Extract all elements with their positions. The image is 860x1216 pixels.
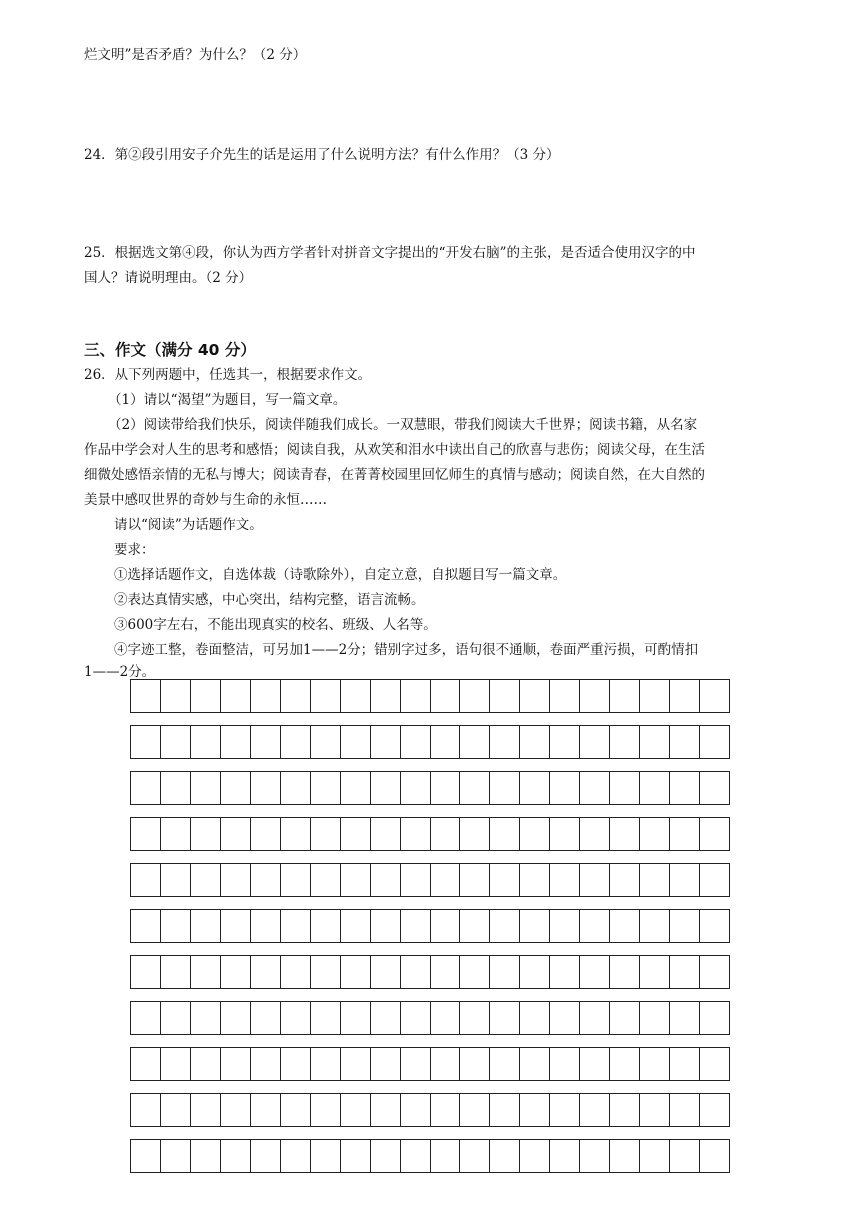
grid-cell[interactable] xyxy=(700,680,730,712)
grid-cell[interactable] xyxy=(460,1002,490,1034)
essay-option-2-line: 细微处感悟亲情的无私与博大；阅读青春，在菁菁校园里回忆师生的真情与感动；阅读自然，在大自然的 xyxy=(84,467,705,483)
requirement-item: ①选择话题作文，自选体裁（诗歌除外），自定立意，自拟题目写一篇文章。 xyxy=(114,567,567,583)
grid-cell[interactable] xyxy=(251,1048,281,1080)
grid-row xyxy=(130,909,730,943)
grid-cell[interactable] xyxy=(131,1048,161,1080)
requirement-item: ②表达真情实感，中心突出，结构完整，语言流畅。 xyxy=(114,592,425,608)
grid-cell[interactable] xyxy=(580,772,610,804)
grid-cell[interactable] xyxy=(490,772,520,804)
grid-cell[interactable] xyxy=(161,818,191,850)
grid-cell[interactable] xyxy=(670,864,700,896)
question-25-line-1: 25．根据选文第④段，你认为西方学者针对拼音文字提出的“开发右脑”的主张，是否适合使用汉字的中 xyxy=(84,245,696,261)
grid-cell[interactable] xyxy=(191,1002,221,1034)
essay-writing-grid[interactable] xyxy=(130,679,730,1173)
grid-cell[interactable] xyxy=(431,1002,461,1034)
grid-cell[interactable] xyxy=(490,1048,520,1080)
grid-cell[interactable] xyxy=(520,1140,550,1172)
requirement-tail: 1——2分。 xyxy=(84,664,156,680)
grid-cell[interactable] xyxy=(580,1002,610,1034)
grid-cell[interactable] xyxy=(640,818,670,850)
grid-cell[interactable] xyxy=(311,864,341,896)
grid-row xyxy=(130,1001,730,1035)
grid-cell[interactable] xyxy=(580,910,610,942)
essay-option-2-line: 作品中学会对人生的思考和感悟；阅读自我，从欢笑和泪水中读出自己的欣喜与悲伤；阅读父母，在生活 xyxy=(84,442,705,458)
grid-row xyxy=(130,771,730,805)
grid-row xyxy=(130,1093,730,1127)
grid-cell[interactable] xyxy=(401,1002,431,1034)
grid-cell[interactable] xyxy=(460,1140,490,1172)
grid-cell[interactable] xyxy=(311,726,341,758)
grid-cell[interactable] xyxy=(161,956,191,988)
grid-cell[interactable] xyxy=(251,1094,281,1126)
grid-cell[interactable] xyxy=(520,1002,550,1034)
grid-cell[interactable] xyxy=(131,1094,161,1126)
grid-cell[interactable] xyxy=(281,956,311,988)
grid-cell[interactable] xyxy=(610,1094,640,1126)
grid-cell[interactable] xyxy=(640,1094,670,1126)
grid-cell[interactable] xyxy=(401,864,431,896)
grid-cell[interactable] xyxy=(550,818,580,850)
grid-cell[interactable] xyxy=(431,726,461,758)
grid-cell[interactable] xyxy=(610,772,640,804)
grid-row xyxy=(130,725,730,759)
grid-cell[interactable] xyxy=(520,910,550,942)
grid-cell[interactable] xyxy=(311,772,341,804)
grid-cell[interactable] xyxy=(131,818,161,850)
grid-cell[interactable] xyxy=(520,1048,550,1080)
grid-cell[interactable] xyxy=(281,772,311,804)
grid-cell[interactable] xyxy=(550,1048,580,1080)
grid-cell[interactable] xyxy=(700,1140,730,1172)
grid-cell[interactable] xyxy=(431,772,461,804)
grid-cell[interactable] xyxy=(610,726,640,758)
grid-cell[interactable] xyxy=(161,680,191,712)
grid-cell[interactable] xyxy=(311,910,341,942)
grid-cell[interactable] xyxy=(311,1002,341,1034)
grid-cell[interactable] xyxy=(251,864,281,896)
grid-cell[interactable] xyxy=(311,956,341,988)
grid-cell[interactable] xyxy=(221,818,251,850)
grid-cell[interactable] xyxy=(371,818,401,850)
essay-option-2-line: （2）阅读带给我们快乐，阅读伴随我们成长。一双慧眼，带我们阅读大千世界；阅读书籍，从名家 xyxy=(108,417,698,433)
grid-row xyxy=(130,679,730,713)
grid-cell[interactable] xyxy=(460,1048,490,1080)
requirements-label: 要求： xyxy=(114,542,155,558)
grid-cell[interactable] xyxy=(251,772,281,804)
grid-cell[interactable] xyxy=(580,1140,610,1172)
grid-cell[interactable] xyxy=(281,1002,311,1034)
grid-cell[interactable] xyxy=(460,680,490,712)
grid-cell[interactable] xyxy=(221,726,251,758)
grid-cell[interactable] xyxy=(401,1094,431,1126)
grid-cell[interactable] xyxy=(700,1094,730,1126)
grid-cell[interactable] xyxy=(431,956,461,988)
question-24: 24．第②段引用安子介先生的话是运用了什么说明方法？有什么作用？（3 分） xyxy=(84,147,560,163)
grid-cell[interactable] xyxy=(131,1002,161,1034)
essay-option-2-line: 美景中感叹世界的奇妙与生命的永恒…… xyxy=(84,492,327,508)
grid-cell[interactable] xyxy=(550,1140,580,1172)
grid-cell[interactable] xyxy=(221,910,251,942)
grid-cell[interactable] xyxy=(281,1048,311,1080)
grid-cell[interactable] xyxy=(341,680,371,712)
grid-cell[interactable] xyxy=(161,1140,191,1172)
grid-cell[interactable] xyxy=(640,1002,670,1034)
grid-cell[interactable] xyxy=(401,1140,431,1172)
grid-cell[interactable] xyxy=(550,910,580,942)
grid-cell[interactable] xyxy=(580,956,610,988)
grid-cell[interactable] xyxy=(191,726,221,758)
grid-cell[interactable] xyxy=(221,680,251,712)
grid-cell[interactable] xyxy=(161,1094,191,1126)
grid-cell[interactable] xyxy=(221,956,251,988)
grid-cell[interactable] xyxy=(221,1140,251,1172)
grid-cell[interactable] xyxy=(550,680,580,712)
grid-cell[interactable] xyxy=(311,818,341,850)
grid-cell[interactable] xyxy=(520,956,550,988)
grid-cell[interactable] xyxy=(490,910,520,942)
grid-cell[interactable] xyxy=(640,956,670,988)
grid-cell[interactable] xyxy=(640,1048,670,1080)
grid-cell[interactable] xyxy=(131,1140,161,1172)
grid-cell[interactable] xyxy=(580,726,610,758)
grid-cell[interactable] xyxy=(161,772,191,804)
grid-cell[interactable] xyxy=(490,956,520,988)
grid-cell[interactable] xyxy=(640,1140,670,1172)
grid-cell[interactable] xyxy=(401,680,431,712)
grid-cell[interactable] xyxy=(401,818,431,850)
grid-cell[interactable] xyxy=(610,1002,640,1034)
grid-cell[interactable] xyxy=(460,726,490,758)
grid-cell[interactable] xyxy=(161,726,191,758)
grid-cell[interactable] xyxy=(460,864,490,896)
grid-cell[interactable] xyxy=(670,680,700,712)
grid-cell[interactable] xyxy=(700,1048,730,1080)
grid-cell[interactable] xyxy=(610,818,640,850)
grid-cell[interactable] xyxy=(550,1094,580,1126)
grid-cell[interactable] xyxy=(610,910,640,942)
grid-cell[interactable] xyxy=(281,680,311,712)
grid-cell[interactable] xyxy=(700,864,730,896)
essay-option-1: （1）请以“渴望”为题目，写一篇文章。 xyxy=(108,392,347,408)
grid-cell[interactable] xyxy=(401,772,431,804)
grid-cell[interactable] xyxy=(341,818,371,850)
grid-cell[interactable] xyxy=(161,1002,191,1034)
grid-cell[interactable] xyxy=(191,1140,221,1172)
grid-cell[interactable] xyxy=(700,772,730,804)
grid-cell[interactable] xyxy=(341,910,371,942)
grid-row xyxy=(130,863,730,897)
grid-cell[interactable] xyxy=(251,1140,281,1172)
grid-cell[interactable] xyxy=(640,910,670,942)
grid-cell[interactable] xyxy=(341,772,371,804)
grid-cell[interactable] xyxy=(371,1002,401,1034)
grid-cell[interactable] xyxy=(341,956,371,988)
grid-cell[interactable] xyxy=(371,1094,401,1126)
grid-cell[interactable] xyxy=(640,680,670,712)
grid-cell[interactable] xyxy=(580,680,610,712)
grid-cell[interactable] xyxy=(700,910,730,942)
grid-cell[interactable] xyxy=(610,1140,640,1172)
grid-cell[interactable] xyxy=(311,680,341,712)
grid-row xyxy=(130,817,730,851)
grid-cell[interactable] xyxy=(221,1094,251,1126)
question-25-line-2: 国人？请说明理由。（2 分） xyxy=(84,270,253,286)
grid-cell[interactable] xyxy=(431,1048,461,1080)
grid-cell[interactable] xyxy=(580,818,610,850)
grid-cell[interactable] xyxy=(431,864,461,896)
grid-cell[interactable] xyxy=(281,1094,311,1126)
grid-cell[interactable] xyxy=(700,956,730,988)
grid-cell[interactable] xyxy=(460,772,490,804)
grid-cell[interactable] xyxy=(251,1002,281,1034)
grid-cell[interactable] xyxy=(221,772,251,804)
grid-cell[interactable] xyxy=(341,1140,371,1172)
question-23-tail: 烂文明”是否矛盾？为什么？（2 分） xyxy=(84,47,307,63)
grid-cell[interactable] xyxy=(131,680,161,712)
grid-row xyxy=(130,955,730,989)
grid-cell[interactable] xyxy=(401,910,431,942)
grid-cell[interactable] xyxy=(520,864,550,896)
grid-cell[interactable] xyxy=(191,910,221,942)
grid-cell[interactable] xyxy=(251,910,281,942)
grid-cell[interactable] xyxy=(311,1094,341,1126)
grid-row xyxy=(130,1047,730,1081)
grid-cell[interactable] xyxy=(610,864,640,896)
grid-cell[interactable] xyxy=(371,910,401,942)
grid-cell[interactable] xyxy=(131,726,161,758)
grid-cell[interactable] xyxy=(371,1140,401,1172)
grid-cell[interactable] xyxy=(490,818,520,850)
grid-cell[interactable] xyxy=(670,726,700,758)
grid-cell[interactable] xyxy=(221,1048,251,1080)
grid-cell[interactable] xyxy=(520,772,550,804)
requirement-item: ④字迹工整，卷面整洁，可另加1——2分；错别字过多，语句很不通顺，卷面严重污损，可酌情扣 xyxy=(114,642,699,658)
grid-cell[interactable] xyxy=(550,726,580,758)
grid-cell[interactable] xyxy=(610,1048,640,1080)
grid-cell[interactable] xyxy=(550,772,580,804)
grid-cell[interactable] xyxy=(191,680,221,712)
grid-cell[interactable] xyxy=(131,772,161,804)
grid-cell[interactable] xyxy=(610,680,640,712)
grid-cell[interactable] xyxy=(161,910,191,942)
grid-cell[interactable] xyxy=(700,1002,730,1034)
grid-cell[interactable] xyxy=(311,1048,341,1080)
grid-cell[interactable] xyxy=(221,1002,251,1034)
grid-cell[interactable] xyxy=(371,680,401,712)
grid-cell[interactable] xyxy=(580,1094,610,1126)
grid-cell[interactable] xyxy=(161,864,191,896)
topic-prompt: 请以“阅读”为话题作文。 xyxy=(114,517,263,533)
grid-cell[interactable] xyxy=(490,1094,520,1126)
grid-cell[interactable] xyxy=(431,1140,461,1172)
grid-cell[interactable] xyxy=(670,1094,700,1126)
grid-cell[interactable] xyxy=(520,680,550,712)
grid-cell[interactable] xyxy=(580,864,610,896)
grid-cell[interactable] xyxy=(281,726,311,758)
grid-cell[interactable] xyxy=(670,1048,700,1080)
grid-cell[interactable] xyxy=(490,680,520,712)
grid-cell[interactable] xyxy=(401,956,431,988)
grid-row xyxy=(130,1139,730,1173)
question-26-intro: 26．从下列两题中，任选其一，根据要求作文。 xyxy=(84,367,372,383)
grid-cell[interactable] xyxy=(401,726,431,758)
grid-cell[interactable] xyxy=(281,910,311,942)
grid-cell[interactable] xyxy=(131,864,161,896)
grid-cell[interactable] xyxy=(580,1048,610,1080)
grid-cell[interactable] xyxy=(431,1094,461,1126)
grid-cell[interactable] xyxy=(281,1140,311,1172)
grid-cell[interactable] xyxy=(670,1140,700,1172)
grid-cell[interactable] xyxy=(520,1094,550,1126)
requirement-item: ③600字左右，不能出现真实的校名、班级、人名等。 xyxy=(114,617,437,633)
grid-cell[interactable] xyxy=(191,1094,221,1126)
grid-cell[interactable] xyxy=(640,864,670,896)
grid-cell[interactable] xyxy=(640,772,670,804)
section-3-heading: 三、作文（满分 40 分） xyxy=(84,341,256,359)
grid-cell[interactable] xyxy=(341,1002,371,1034)
grid-cell[interactable] xyxy=(490,726,520,758)
grid-cell[interactable] xyxy=(311,1140,341,1172)
grid-cell[interactable] xyxy=(640,726,670,758)
grid-cell[interactable] xyxy=(161,1048,191,1080)
grid-cell[interactable] xyxy=(550,956,580,988)
grid-cell[interactable] xyxy=(431,818,461,850)
grid-cell[interactable] xyxy=(251,956,281,988)
grid-cell[interactable] xyxy=(700,818,730,850)
grid-cell[interactable] xyxy=(131,910,161,942)
grid-cell[interactable] xyxy=(670,818,700,850)
grid-cell[interactable] xyxy=(610,956,640,988)
grid-cell[interactable] xyxy=(221,864,251,896)
grid-cell[interactable] xyxy=(490,864,520,896)
grid-cell[interactable] xyxy=(490,1140,520,1172)
grid-cell[interactable] xyxy=(281,818,311,850)
grid-cell[interactable] xyxy=(371,956,401,988)
grid-cell[interactable] xyxy=(431,680,461,712)
grid-cell[interactable] xyxy=(371,726,401,758)
grid-cell[interactable] xyxy=(431,910,461,942)
grid-cell[interactable] xyxy=(371,864,401,896)
grid-cell[interactable] xyxy=(401,1048,431,1080)
grid-cell[interactable] xyxy=(670,772,700,804)
grid-cell[interactable] xyxy=(490,1002,520,1034)
grid-cell[interactable] xyxy=(191,818,221,850)
grid-cell[interactable] xyxy=(341,864,371,896)
grid-cell[interactable] xyxy=(251,818,281,850)
grid-cell[interactable] xyxy=(460,910,490,942)
grid-cell[interactable] xyxy=(191,864,221,896)
grid-cell[interactable] xyxy=(191,772,221,804)
grid-cell[interactable] xyxy=(550,864,580,896)
grid-cell[interactable] xyxy=(191,1048,221,1080)
grid-cell[interactable] xyxy=(460,818,490,850)
grid-cell[interactable] xyxy=(191,956,221,988)
grid-cell[interactable] xyxy=(520,726,550,758)
grid-cell[interactable] xyxy=(700,726,730,758)
grid-cell[interactable] xyxy=(550,1002,580,1034)
grid-cell[interactable] xyxy=(131,956,161,988)
grid-cell[interactable] xyxy=(460,1094,490,1126)
grid-cell[interactable] xyxy=(281,864,311,896)
grid-cell[interactable] xyxy=(251,680,281,712)
grid-cell[interactable] xyxy=(341,726,371,758)
grid-cell[interactable] xyxy=(670,910,700,942)
grid-cell[interactable] xyxy=(371,772,401,804)
grid-cell[interactable] xyxy=(670,956,700,988)
grid-cell[interactable] xyxy=(341,1094,371,1126)
grid-cell[interactable] xyxy=(670,1002,700,1034)
grid-cell[interactable] xyxy=(371,1048,401,1080)
grid-cell[interactable] xyxy=(341,1048,371,1080)
grid-cell[interactable] xyxy=(460,956,490,988)
grid-cell[interactable] xyxy=(251,726,281,758)
grid-cell[interactable] xyxy=(520,818,550,850)
